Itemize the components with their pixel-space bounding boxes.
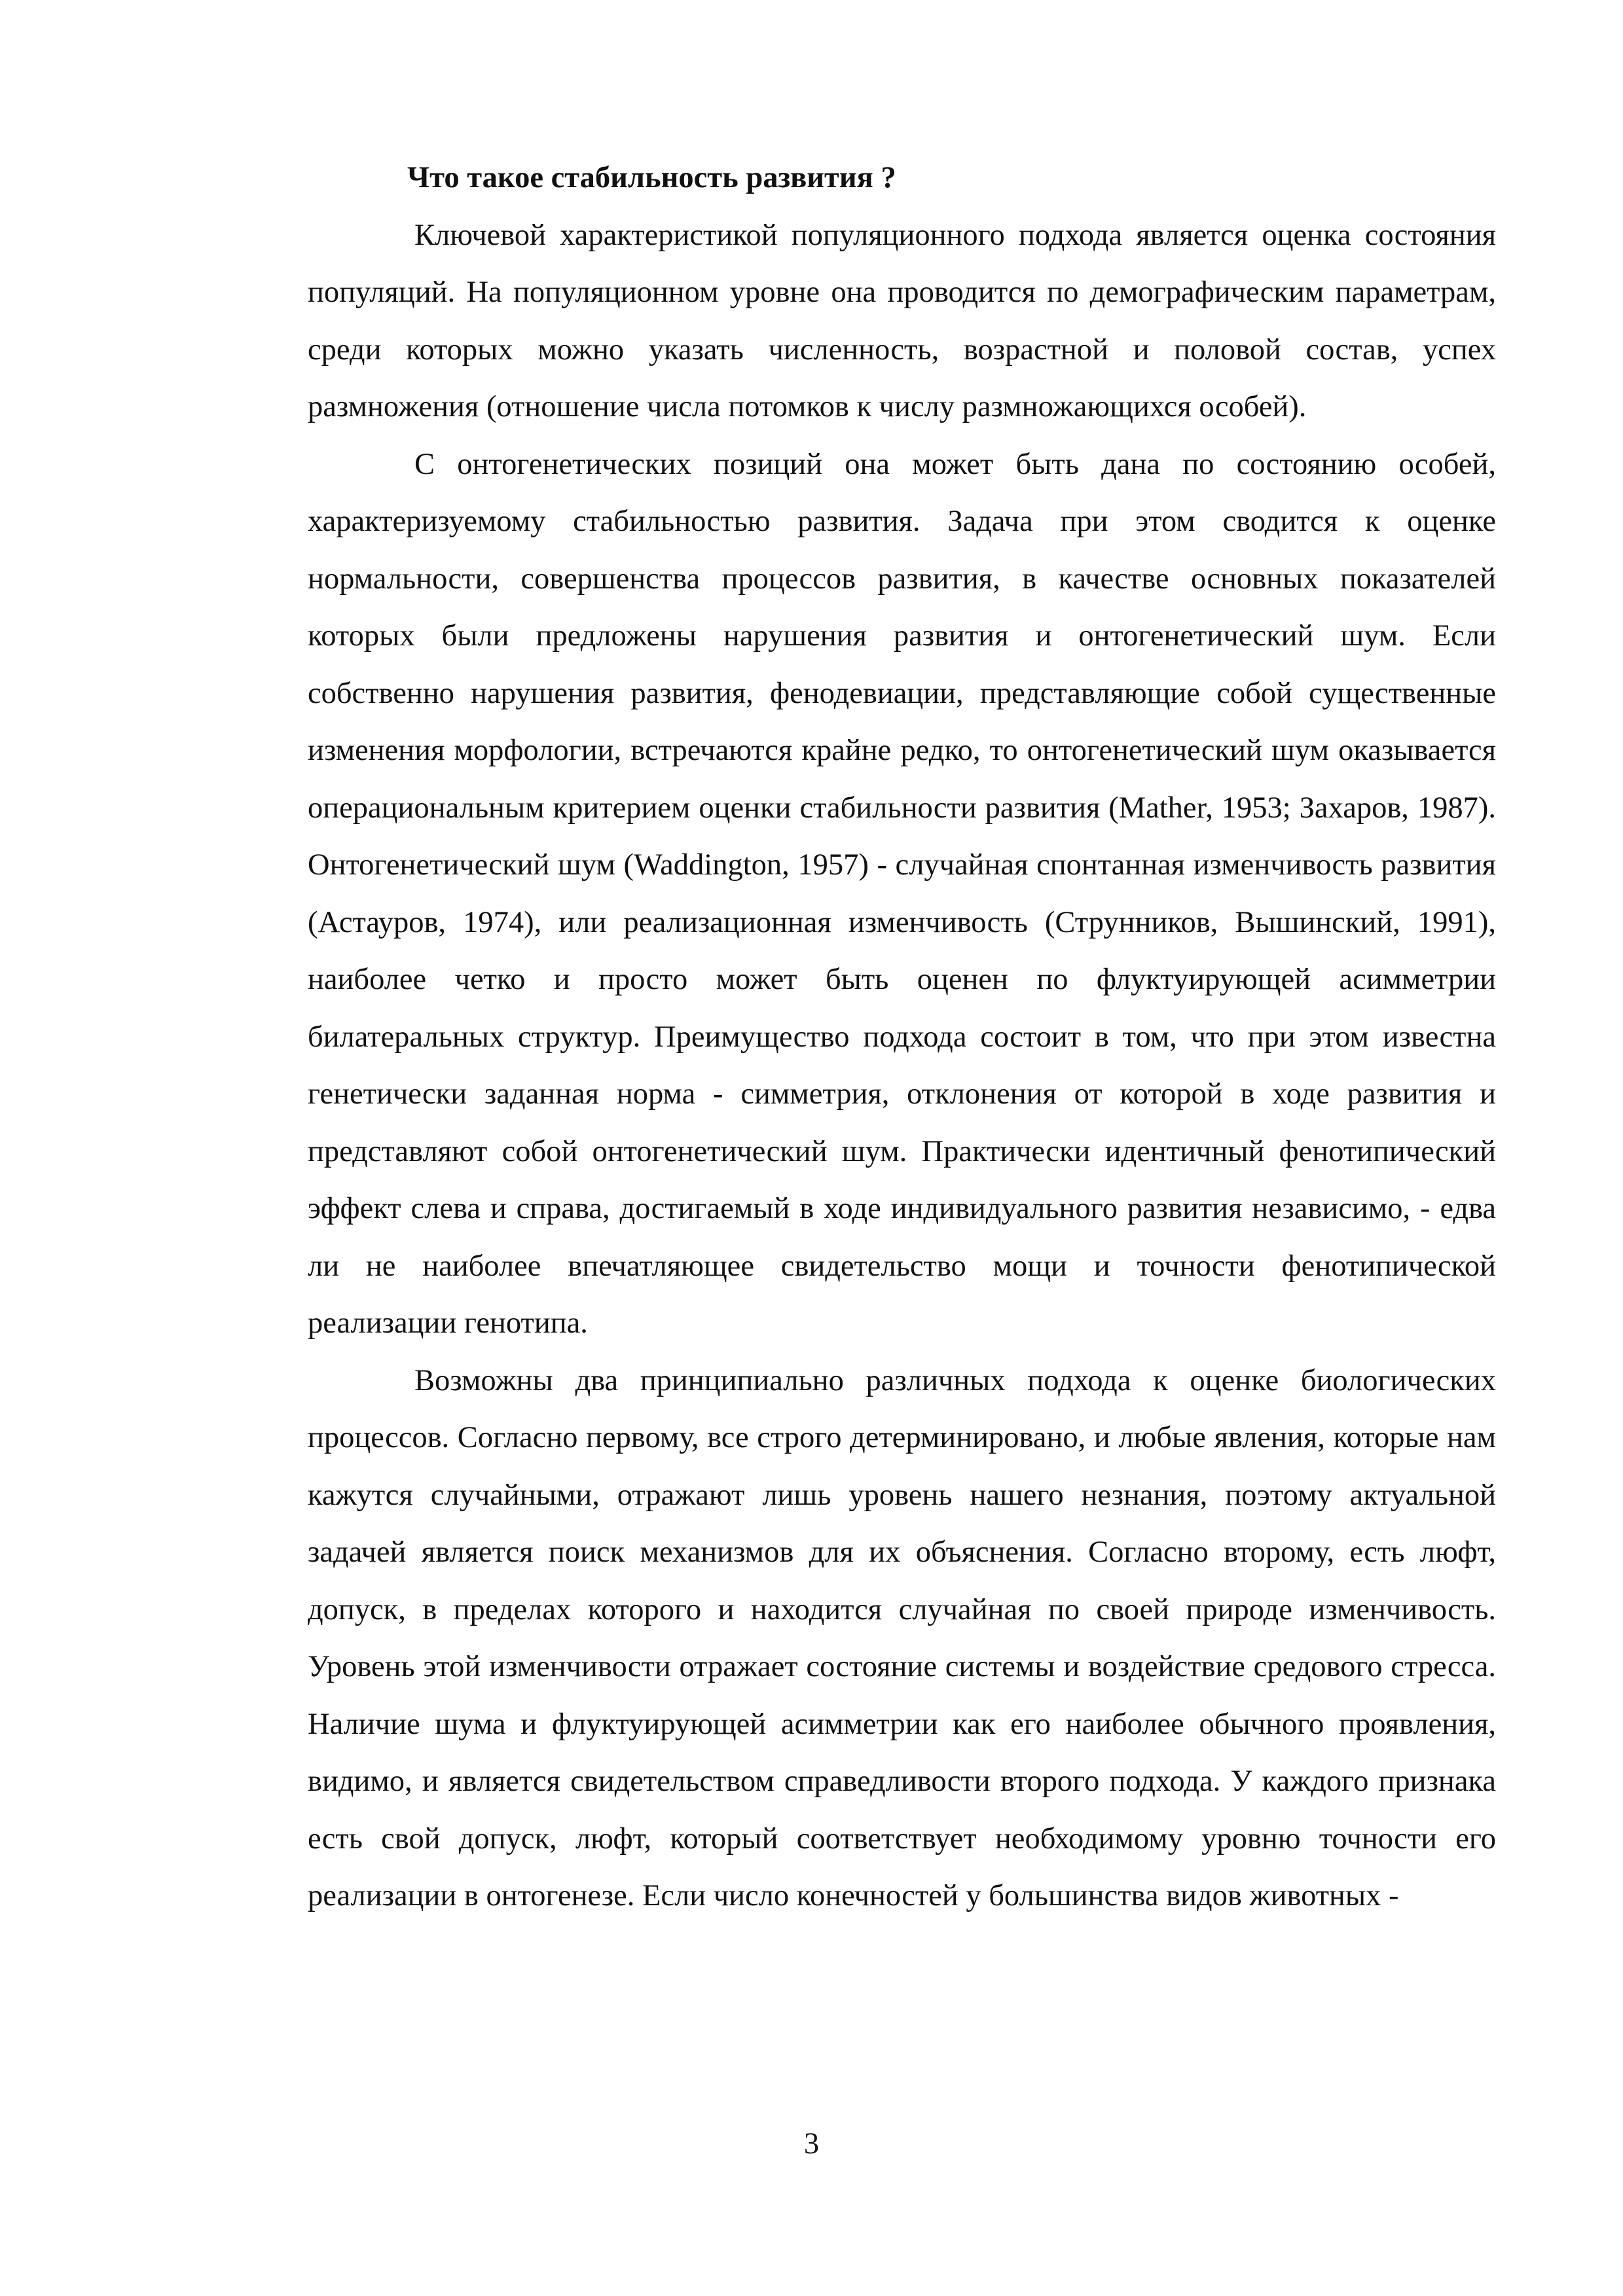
paragraph-2: С онтогенетических позиций она может быть дана по состоянию особей, характеризуемому стабильностью развития. Задача при этом сводится к оценке нормальности, совершенства процессов развития, в качестве основных показателей которых были предложены нарушения развития и онтогенетический шум. Если собственно нарушения развития, фенодевиации, представляющие собой существенные изменения морфологии, встречаются крайне редко, то онтогенетический шум оказывается операциональным критерием оценки стабильности развития (Mather, 1953; Захаров, 1987). Онтогенетический шум (Waddington, 1957) - случайная спонтанная изменчивость развития (Астауров, 1974), или реализационная изменчивость (Струнников, Вышинский, 1991), наиболее четко и просто может быть оценен по флуктуирующей асимметрии билатеральных структур. Преимущество подхода состоит в том, что при этом известна генетически заданная норма - симметрия, отклонения от которой в ходе развития и представляют собой онтогенетический шум. Практически идентичный фенотипический эффект слева и справа, достигаемый в ходе индивидуального развития независимо, - едва ли не наиболее впечатляющее свидетельство мощи и точности фенотипической реализации генотипа.: [308, 447, 1496, 1340]
paragraph-3: Возможны два принципиально различных подхода к оценке биологических процессов. Согласно первому, все строго детерминировано, и любые явления, которые нам кажутся случайными, отражают лишь уровень нашего незнания, поэтому актуальной задачей является поиск механизмов для их объяснения. Согласно второму, есть люфт, допуск, в пределах которого и находится случайная по своей природе изменчивость. Уровень этой изменчивости отражает состояние системы и воздействие средового стресса. Наличие шума и флуктуирующей асимметрии как его наиболее обычного проявления, видимо, и является свидетельством справедливости второго подхода. У каждого признака есть свой допуск, люфт, который соответствует необходимому уровню точности его реализации в онтогенезе. Если число конечностей у большинства видов животных -: [308, 1363, 1496, 1912]
section-heading: Что такое стабильность развития ?: [407, 161, 896, 194]
page-body: [308, 149, 1496, 1925]
page-number: 3: [803, 2127, 820, 2161]
paragraph-1: Ключевой характеристикой популяционного подхода является оценка состояния популяций. На популяционном уровне она проводится по демографическим параметрам, среди которых можно указать численность, возрастной и половой состав, успех размножения (отношение числа потомков к числу размножающихся особей).: [308, 218, 1496, 423]
